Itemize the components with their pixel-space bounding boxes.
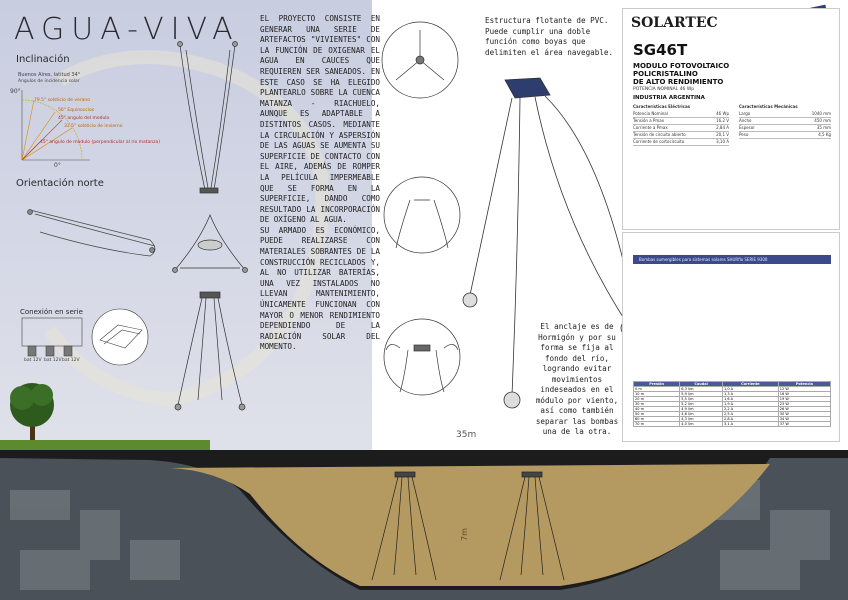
electrical-value: 2,84 A: [716, 125, 729, 130]
series-connection-diagram: [22, 309, 148, 365]
mechanical-header: Características Mecánicas: [739, 104, 798, 109]
series-heading: Conexión en serie: [20, 308, 83, 316]
pump-table-cell: 37 W: [778, 422, 830, 427]
series-label-1: bat 12V: [24, 358, 42, 363]
pump-table-cell: 40 m: [634, 407, 680, 412]
pump-table-cell: 2,5 A: [722, 412, 778, 417]
angle-label-4: 32.5° solsticio de invierno: [64, 124, 123, 129]
electrical-key: Tensión de circuito abierto: [633, 132, 686, 137]
electrical-row: [633, 132, 729, 139]
river-cross-section: [0, 450, 848, 600]
product-line-2: POLICRISTALINO: [633, 70, 698, 78]
orientation-heading: Orientación norte: [16, 178, 104, 189]
float-spray-view: [384, 319, 460, 395]
description-paragraph-2: SU ARMADO ES ECONÓMICO, PUEDE REALIZARSE CON MATERIALES SOBRANTES DE LA CONSTRUCCIÓN RECICLADOS Y, AL NO UTILIZAR BATERÍAS, UNA VEZ INSTALADOS NO LLEVAN MANTENIMIENTO, ÚNICAMENTE FUNCIONAN CON MAYOR O MENOR RENDIMIENTO DEPENDIENDO DE LA RADIACIÓN SOLAR DEL MOMENTO.: [260, 225, 380, 352]
electrical-key: Corriente a Pmax: [633, 125, 668, 130]
mechanical-table: [739, 111, 831, 139]
inclination-heading: Inclinación: [16, 54, 70, 65]
pump-table-cell: 1,0 A: [722, 387, 778, 392]
electrical-row: [633, 118, 729, 125]
angle-label-3: 45° angulo del modulo: [58, 116, 110, 121]
pump-table: [633, 381, 831, 427]
orientation-sketch: [28, 210, 156, 257]
electrical-value: 46 Wp: [716, 111, 729, 116]
product-description: [633, 62, 729, 86]
pump-table-cell: 4,3 l/m: [680, 417, 723, 422]
mechanical-value: 1040 mm: [811, 111, 831, 116]
pump-table-cell: 5,5 l/m: [680, 397, 723, 402]
angle-label-5: 45° angulo de modulo (perpendicular al rio matanza): [40, 140, 161, 145]
product-line-1: MODULO FOTOVOLTAICO: [633, 62, 730, 70]
mechanical-key: Ancho: [739, 118, 752, 123]
mechanical-key: Espesor: [739, 125, 755, 130]
tree-illustration: [10, 383, 54, 446]
electrical-value: 3,10 A: [716, 139, 729, 144]
electrical-key: Potencia Nominal: [633, 111, 668, 116]
grass-strip: [0, 440, 210, 450]
mechanical-row: [739, 125, 831, 132]
dimension-label: 35m: [456, 430, 477, 440]
mechanical-row: [739, 132, 831, 139]
mechanical-row: [739, 111, 831, 118]
pump-table-cell: 20 m: [634, 397, 680, 402]
float-top-view: [382, 22, 458, 98]
mechanical-key: Peso: [739, 132, 749, 137]
pump-table-cell: 19 W: [778, 397, 830, 402]
angle-90-label: 90°: [10, 88, 21, 95]
pump-table-cell: 4,6 l/m: [680, 412, 723, 417]
product-line-3: DE ALTO RENDIMIENTO: [633, 78, 724, 86]
mechanical-value: 35 mm: [816, 125, 831, 130]
pump-table-header: Presión: [634, 382, 680, 387]
brand-name: SOLARTEC: [631, 15, 718, 31]
pump-table-cell: 5,2 l/m: [680, 402, 723, 407]
electrical-row: [633, 139, 729, 146]
pump-table-cell: 6,3 l/m: [680, 387, 723, 392]
pump-table-cell: 2,2 A: [722, 407, 778, 412]
pump-table-cell: 34 W: [778, 417, 830, 422]
pump-header: Bombas sumergibles para sistemas solares SHURflo SERIE 9300: [633, 255, 831, 264]
electrical-table: [633, 111, 729, 146]
pump-datasheet: [622, 232, 840, 442]
series-label-3: bat 12V: [62, 358, 80, 363]
electrical-key: Tensión a Pmax: [633, 118, 665, 123]
pump-table-cell: 60 m: [634, 417, 680, 422]
pump-table-cell: 1,3 A: [722, 392, 778, 397]
module-sketch-middle: [173, 215, 248, 273]
pump-table-cell: 50 m: [634, 412, 680, 417]
pump-table-cell: 23 W: [778, 402, 830, 407]
electrical-header: Características Eléctricas: [633, 104, 691, 109]
mechanical-value: 4,5 Kg: [818, 132, 831, 137]
pump-table-header: Corriente: [722, 382, 778, 387]
pump-table-cell: 30 m: [634, 402, 680, 407]
pump-table-cell: 1,6 A: [722, 397, 778, 402]
mechanical-row: [739, 118, 831, 125]
electrical-key: Corriente de cortocircuito: [633, 139, 685, 144]
pump-table-cell: 4,0 l/m: [680, 422, 723, 427]
pump-table-cell: 30 W: [778, 412, 830, 417]
angles-caption: Angulos de incidencia solar: [18, 79, 80, 84]
pump-table-cell: 3,1 A: [722, 422, 778, 427]
angle-label-1: 79.5° solsticio de verano: [34, 98, 91, 103]
mechanical-key: Largo: [739, 111, 751, 116]
pump-table-cell: 26 W: [778, 407, 830, 412]
pump-table-cell: 16 W: [778, 392, 830, 397]
description-paragraph-1: EL PROYECTO CONSISTE EN GENERAR UNA SERIE DE ARTEFACTOS "VIVIENTES" CON LA FUNCIÓN DE OXIGENAR EL AGUA EN CAUCES QUE REQUIEREN SER SANEADOS. EN ESTE CASO SE HA ELEGIDO PLANTEARLO SOBRE LA CUENCA MATANZA - RIACHUELO, AUNQUE ES ADAPTABLE A DISTINTOS CASOS. MEDIANTE LA CIRCULACIÓN Y ASPERSIÓN DE LAS AGUAS SE AUMENTA SU SUPERFICIE DE CONTACTO CON EL AIRE, ADEMÁS DE ROMPER LA PELÍCULA IMPERMEABLE QUE SE FORMA EN LA SUPERFICIE, DANDO COMO RESULTADO LA INCORPORACIÓN DE OXÍGENO AL AGUA.: [260, 14, 380, 225]
pump-table-cell: 1,9 A: [722, 402, 778, 407]
pump-table-cell: 2,8 A: [722, 417, 778, 422]
pump-table-header: Potencia: [778, 382, 830, 387]
location-label: Buenos Aires, latitud 34°: [18, 72, 81, 78]
electrical-value: 20,1 V: [716, 132, 729, 137]
description-text: [260, 14, 380, 353]
origin-label: INDUSTRIA ARGENTINA: [633, 95, 705, 101]
series-label-2: bat 12V: [44, 358, 62, 363]
pump-table-header: Caudal: [680, 382, 723, 387]
pump-table-cell: 4,9 l/m: [680, 407, 723, 412]
pump-table-cell: 0 m: [634, 387, 680, 392]
electrical-value: 16,2 V: [716, 118, 729, 123]
pump-table-cell: 12 W: [778, 387, 830, 392]
mechanical-value: 450 mm: [814, 118, 831, 123]
nominal-power: POTENCIA NOMINAL 46 Wp: [633, 87, 695, 92]
depth-label: 7m: [459, 528, 469, 541]
electrical-row: [633, 125, 729, 132]
page-title: AGUA-VIVA: [14, 12, 240, 47]
pump-table-cell: 5,9 l/m: [680, 392, 723, 397]
anchor-note: El anclaje es de Hormigón y por su forma se fija al fondo del río, logrando evitar movimientos indeseados en el módulo por viento, así como también separar las bombas una de la otra.: [535, 322, 619, 436]
pump-table-row: [634, 422, 831, 427]
pump-table-cell: 10 m: [634, 392, 680, 397]
angle-0-label: 0°: [54, 162, 61, 169]
float-side-view: [384, 177, 460, 253]
electrical-row: [633, 111, 729, 118]
float-note: Estructura flotante de PVC. Puede cumplir una doble función como boyas que delimiten el área navegable.: [485, 16, 614, 57]
pump-table-cell: 70 m: [634, 422, 680, 427]
model-name: SG46T: [633, 41, 688, 59]
angle-label-2: 56° Equinoccios: [58, 108, 95, 113]
solar-module-datasheet: [622, 8, 840, 230]
